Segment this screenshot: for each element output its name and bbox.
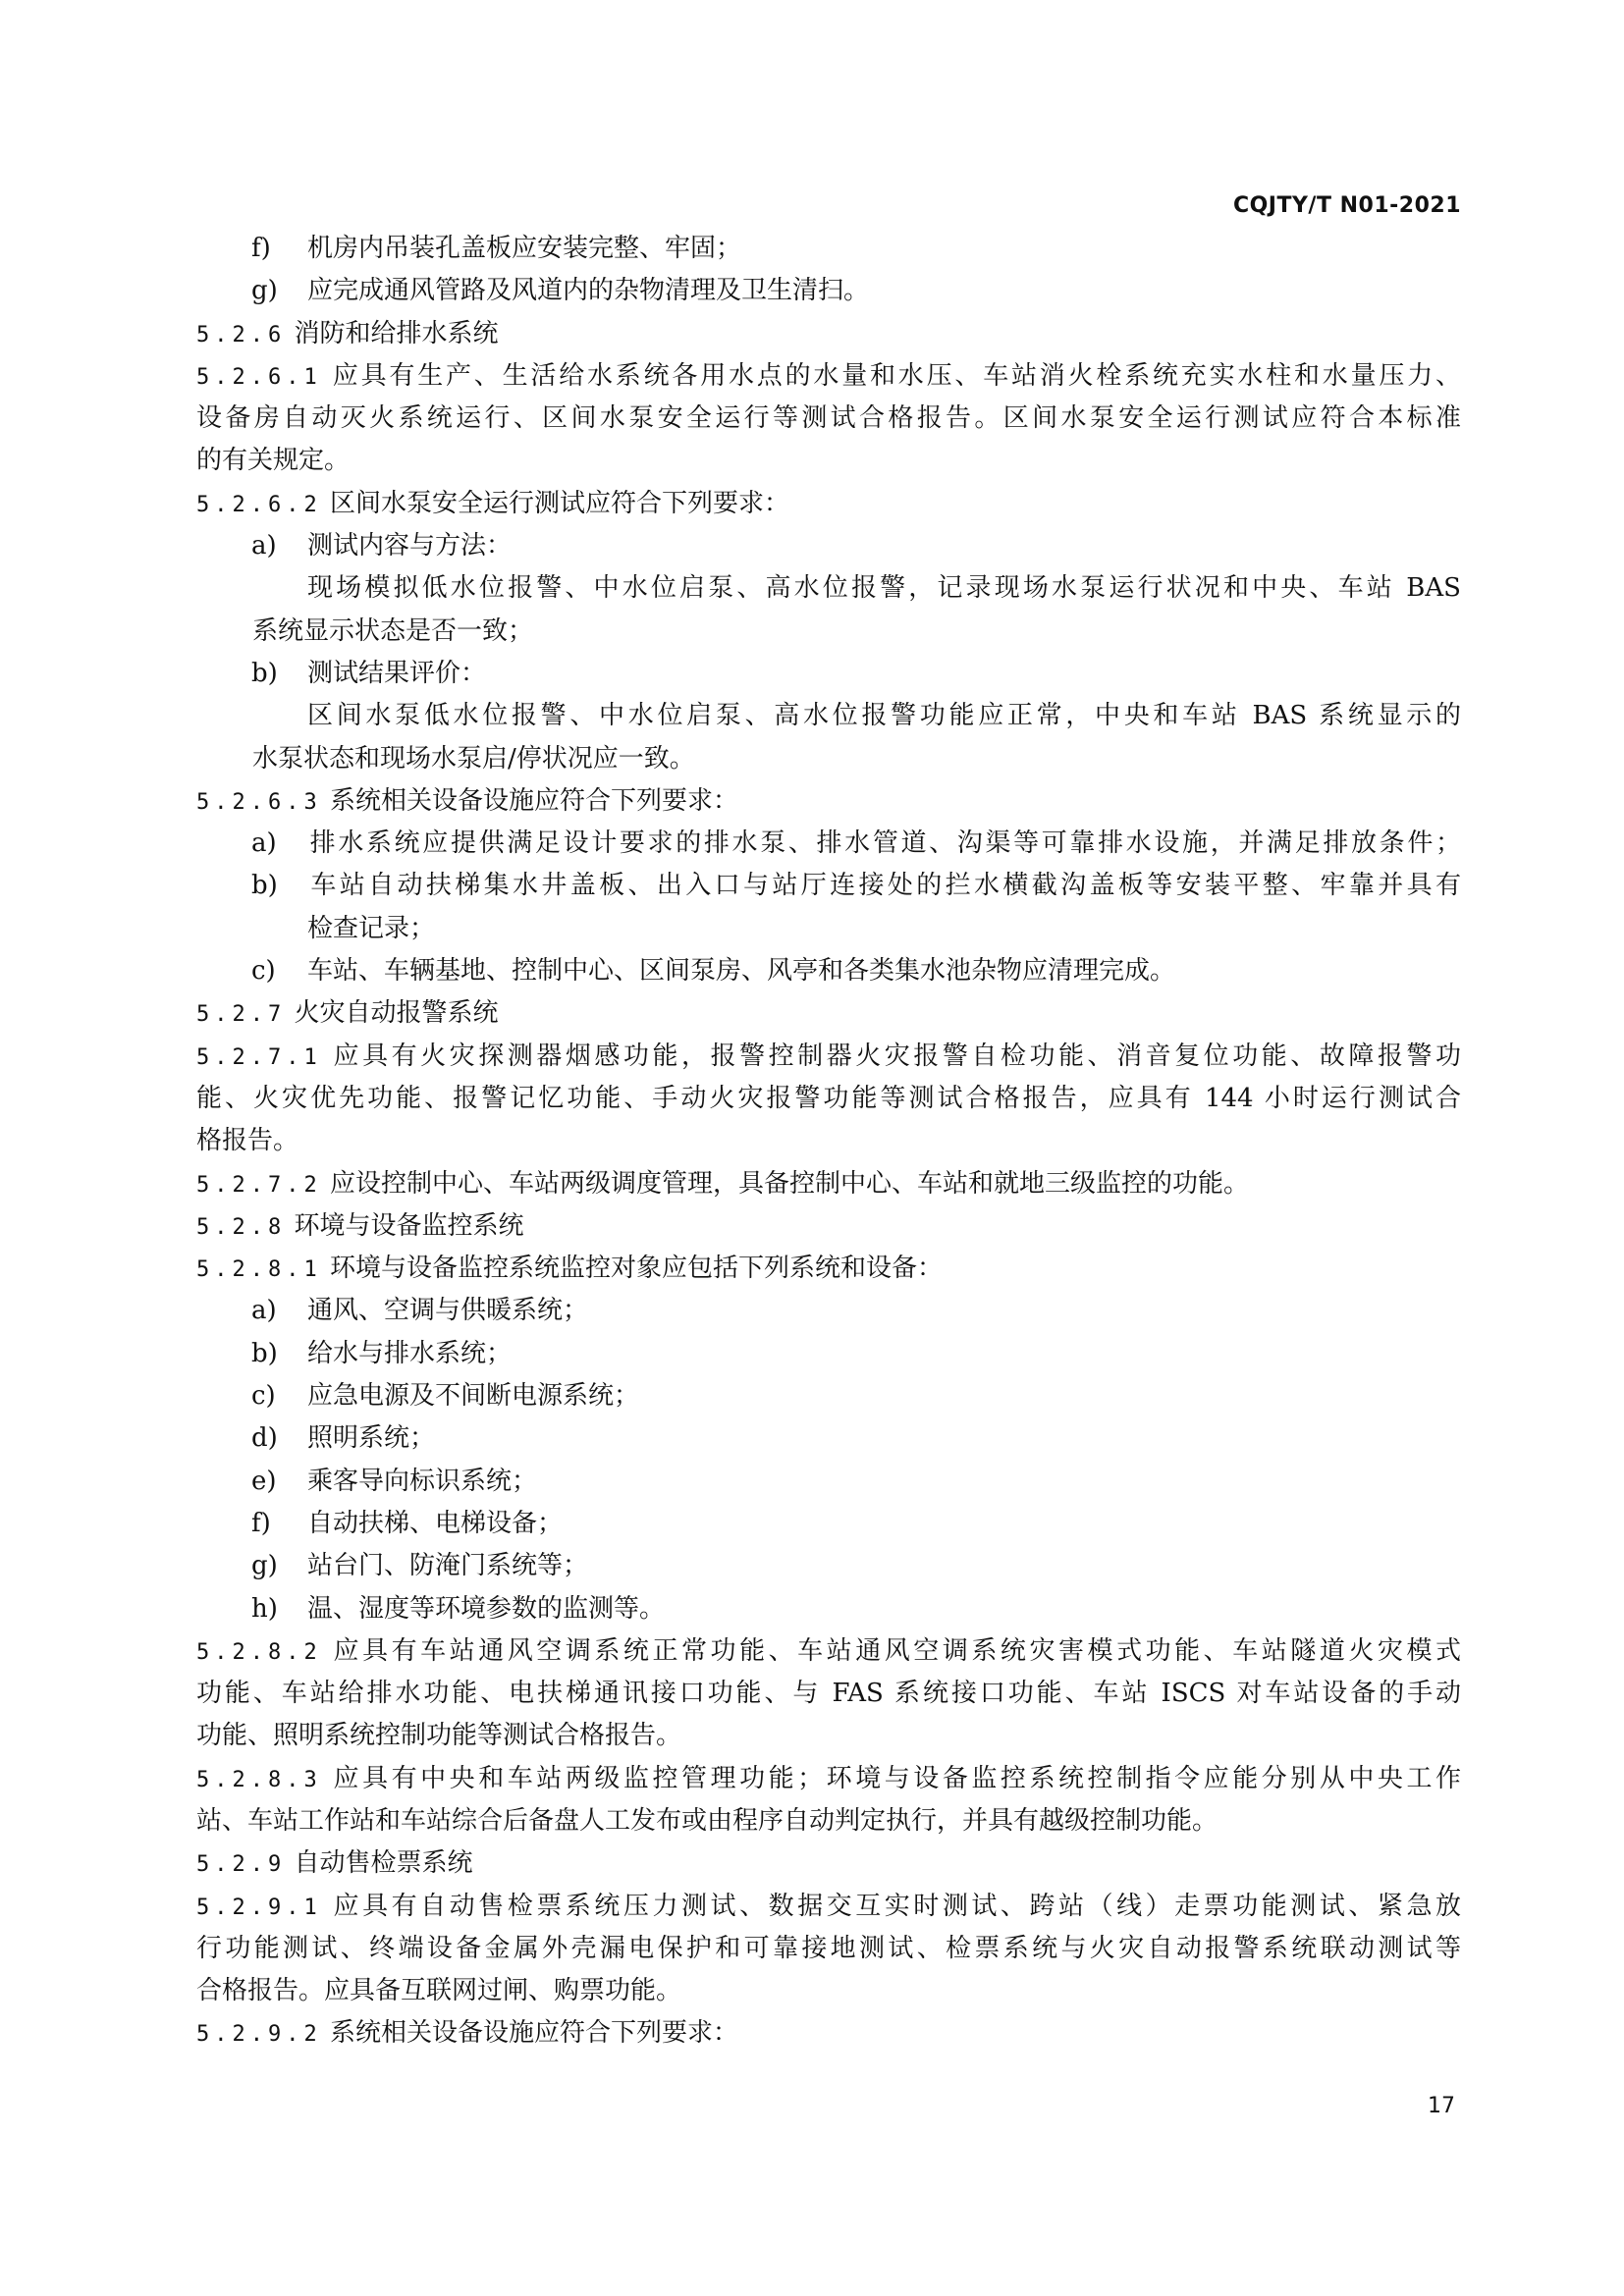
clause-line: 行功能测试、终端设备金属外壳漏电保护和可靠接地测试、检票系统与火灾自动报警系统联动测试等 [196, 1933, 1461, 1963]
paragraph-line: 系统显示状态是否一致； [252, 615, 534, 646]
section-heading: 5.2.7 火灾自动报警系统 [196, 998, 499, 1029]
clause-line: 功能、照明系统控制功能等测试合格报告。 [196, 1721, 682, 1751]
section-heading: 5.2.8 环境与设备监控系统 [196, 1210, 524, 1241]
list-item: a) 排水系统应提供满足设计要求的排水泵、排水管道、沟渠等可靠排水设施，并满足排放条件； [251, 828, 1461, 859]
clause-line: 格报告。 [196, 1126, 299, 1156]
clause-line: 5.2.8.3 应具有中央和车站两级监控管理功能；环境与设备监控系统控制指令应能分别从中央工作 [196, 1763, 1461, 1793]
list-item: g) 应完成通风管路及风道内的杂物清理及卫生清扫。 [251, 276, 870, 306]
list-item: d) 照明系统； [251, 1423, 436, 1454]
clause-line: 5.2.6.3 系统相关设备设施应符合下列要求： [196, 785, 738, 816]
list-item: f) 机房内吊装孔盖板应安装完整、牢固； [251, 234, 742, 263]
clause-line: 5.2.7.1 应具有火灾探测器烟感功能，报警控制器火灾报警自检功能、消音复位功能、故障报警功 [196, 1041, 1461, 1071]
list-item: g) 站台门、防淹门系统等； [251, 1551, 589, 1581]
list-item: h) 温、湿度等环境参数的监测等。 [251, 1593, 666, 1624]
document-code: CQJTY/T N01-2021 [1232, 193, 1461, 218]
clause-line: 5.2.9.2 系统相关设备设施应符合下列要求： [196, 2018, 738, 2049]
clause-line: 5.2.9.1 应具有自动售检票系统压力测试、数据交互实时测试、跨站（线）走票功能测试、紧急放 [196, 1891, 1461, 1921]
list-item: e) 乘客导向标识系统； [251, 1466, 538, 1496]
section-heading: 5.2.6 消防和给排水系统 [196, 318, 499, 348]
section-heading: 5.2.9 自动售检票系统 [196, 1848, 473, 1879]
clause-line: 能、火灾优先功能、报警记忆功能、手动火灾报警功能等测试合格报告，应具有 144 小时运行测试合 [196, 1083, 1461, 1113]
list-item: c) 应急电源及不间断电源系统； [251, 1381, 640, 1412]
clause-line: 的有关规定。 [196, 446, 351, 476]
list-item: a) 测试内容与方法： [251, 531, 513, 561]
clause-line: 合格报告。应具备互联网过闸、购票功能。 [196, 1976, 682, 2006]
clause-line: 5.2.8.1 环境与设备监控系统监控对象应包括下列系统和设备： [196, 1254, 943, 1284]
list-item-continuation: 检查记录； [307, 913, 436, 943]
document-body [196, 228, 1461, 2056]
clause-line: 功能、车站给排水功能、电扶梯通讯接口功能、与 FAS 系统接口功能、车站 ISCS 对车站设备的手动 [196, 1679, 1461, 1709]
list-item: b) 测试结果评价： [251, 658, 487, 688]
page-number: 17 [1428, 2094, 1455, 2118]
clause-line: 5.2.8.2 应具有车站通风空调系统正常功能、车站通风空调系统灾害模式功能、车站隧道火灾模式 [196, 1635, 1461, 1666]
clause-line: 5.2.6.2 区间水泵安全运行测试应符合下列要求： [196, 488, 789, 518]
clause-line: 设备房自动灭火系统运行、区间水泵安全运行等测试合格报告。区间水泵安全运行测试应符合本标准 [196, 403, 1461, 434]
list-item: b) 车站自动扶梯集水井盖板、出入口与站厅连接处的拦水横截沟盖板等安装平整、牢靠并具有 [251, 871, 1461, 901]
paragraph-line: 区间水泵低水位报警、中水位启泵、高水位报警功能应正常，中央和车站 BAS 系统显示的 [307, 701, 1461, 731]
clause-line: 5.2.6.1 应具有生产、生活给水系统各用水点的水量和水压、车站消火栓系统充实水柱和水量压力、 [196, 360, 1461, 391]
list-item: c) 车站、车辆基地、控制中心、区间泵房、风亭和各类集水池杂物应清理完成。 [251, 956, 1176, 987]
paragraph-line: 水泵状态和现场水泵启/停状况应一致。 [252, 743, 695, 774]
paragraph-line: 现场模拟低水位报警、中水位启泵、高水位报警，记录现场水泵运行状况和中央、车站 BAS [307, 573, 1461, 604]
clause-line: 站、车站工作站和车站综合后备盘人工发布或由程序自动判定执行，并具有越级控制功能。 [196, 1805, 1218, 1836]
list-item: f) 自动扶梯、电梯设备； [251, 1508, 564, 1538]
clause-line: 5.2.7.2 应设控制中心、车站两级调度管理，具备控制中心、车站和就地三级监控的功能。 [196, 1168, 1249, 1199]
list-item: a) 通风、空调与供暖系统； [251, 1296, 589, 1326]
list-item: b) 给水与排水系统； [251, 1338, 513, 1368]
